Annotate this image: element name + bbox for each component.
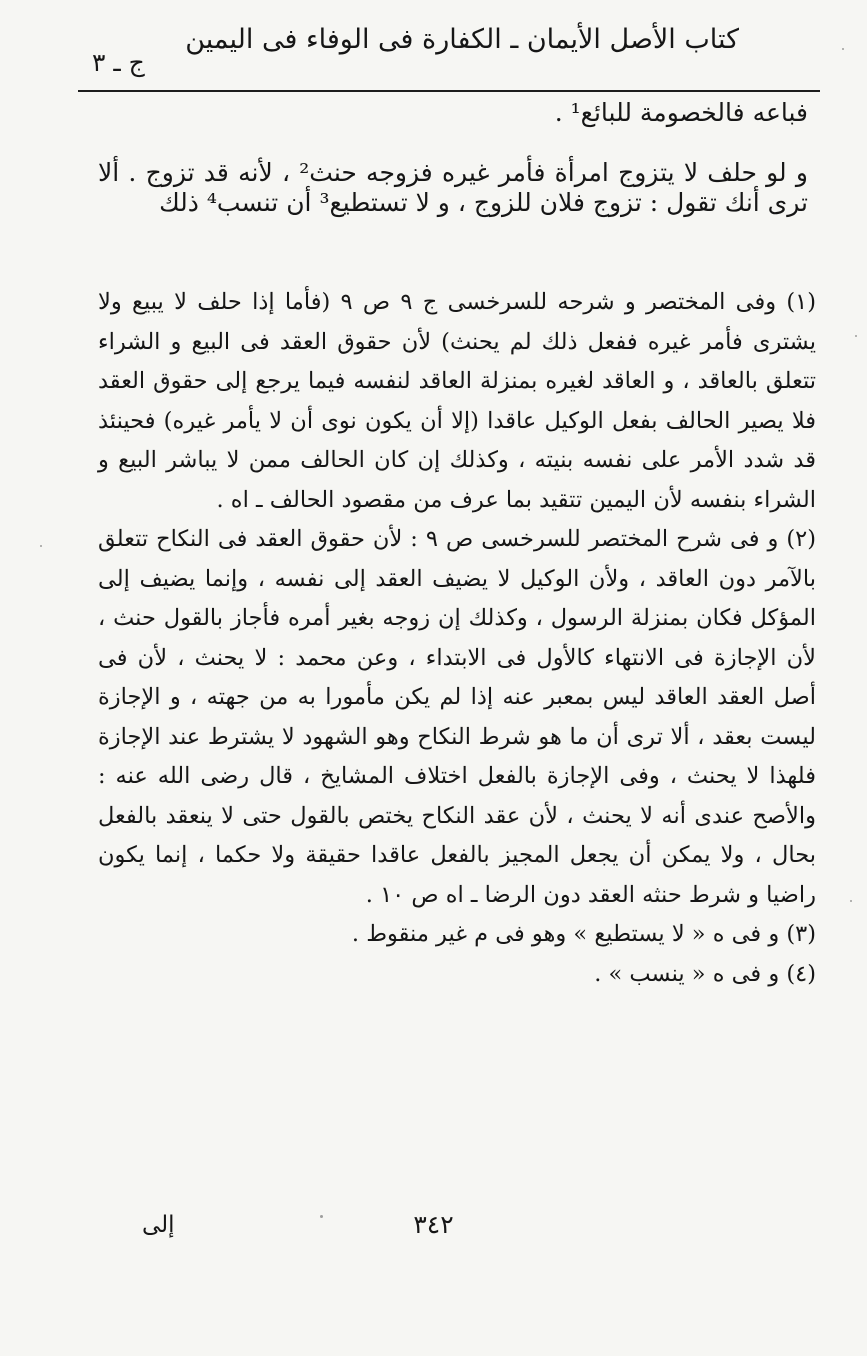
volume-label: ج ـ ٣ xyxy=(92,48,145,77)
page-number: ٣٤٢ xyxy=(413,1210,454,1239)
footnote-2: (٢) و فى شرح المختصر للسرخسى ص ٩ : لأن حقوق العقد فى النكاح تتعلق بالآمر دون العاقد ، ولأن الوكيل لا يضيف العقد إلى نفسه ، وإنما يضيف إلى المؤكل فكان بمنزلة الرسول ، وكذلك إن زوجه بغير أمره فأجاز بالقول حنث ، لأن الإجازة فى الانتهاء كالأول فى الابتداء ، وعن محمد : لا يحنث ، لأن فى أصل العقد العاقد ليس بمعبر عنه إذا لم يكن مأمورا به من جهته ، و الإجازة ليست بعقد ، ألا ترى أن ما هو شرط النكاح وهو الشهود لا يشترط عند الإجازة فلهذا لا يحنث ، وفى الإجازة بالفعل اختلاف المشايخ ، قال رضى الله عنه : والأصح عندى أنه لا يحنث ، لأن عقد النكاح يختص بالقول حتى لا ينعقد بالفعل بحال ، ولا يمكن أن يجعل المجيز بالفعل عاقدا حقيقة ولا حكما ، إنما يكون راضيا و شرط حنثه العقد دون الرضا ـ اه ص ١٠ . xyxy=(98,526,817,908)
paper-speck xyxy=(842,48,844,50)
footnote-3: (٣) و فى ه « لا يستطيع » وهو فى م غير منقوط . xyxy=(351,921,816,947)
main-paragraph: و لو حلف لا يتزوج امرأة فأمر غيره فزوجه حنث² ، لأنه قد تزوج . ألا ترى أنك تقول : تزوج فلان للزوج ، و لا تستطيع³ أن تنسب⁴ ذلك xyxy=(98,158,808,217)
footnotes xyxy=(98,283,816,994)
paper-speck xyxy=(320,1215,323,1218)
header-rule xyxy=(78,90,820,92)
paper-speck xyxy=(850,900,852,902)
header-title: كتاب الأصل الأيمان ـ الكفارة فى الوفاء فى اليمين xyxy=(185,24,739,55)
main-text xyxy=(98,98,808,218)
footnote-4: (٤) و فى ه « ينسب » . xyxy=(594,960,816,987)
main-paragraph: فباعه فالخصومة للبائع¹ . xyxy=(554,98,808,127)
running-header xyxy=(78,14,739,84)
footnote-1: (١) وفى المختصر و شرحه للسرخسى ج ٩ ص ٩ (فأما إذا حلف لا يبيع ولا يشترى فأمر غيره ففعل ذلك لم يحنث) لأن حقوق العقد فى البيع و الشراء تتعلق بالعاقد ، و العاقد لغيره بمنزلة العاقد لنفسه فيما يرجع إلى حقوق العقد فلا يصير الحالف بفعل الوكيل عاقدا (إلا أن يكون نوى أن لا يأمر غيره) فحينئذ قد شدد الأمر على نفسه بنيته ، وكذلك إن كان الحالف ممن لا يباشر البيع و الشراء بنفسه لأن اليمين تتقيد بما عرف من مقصود الحالف ـ اه . xyxy=(98,289,816,513)
catchword: إلى xyxy=(142,1212,175,1238)
paper-speck xyxy=(855,335,857,337)
paper-speck xyxy=(40,545,42,547)
